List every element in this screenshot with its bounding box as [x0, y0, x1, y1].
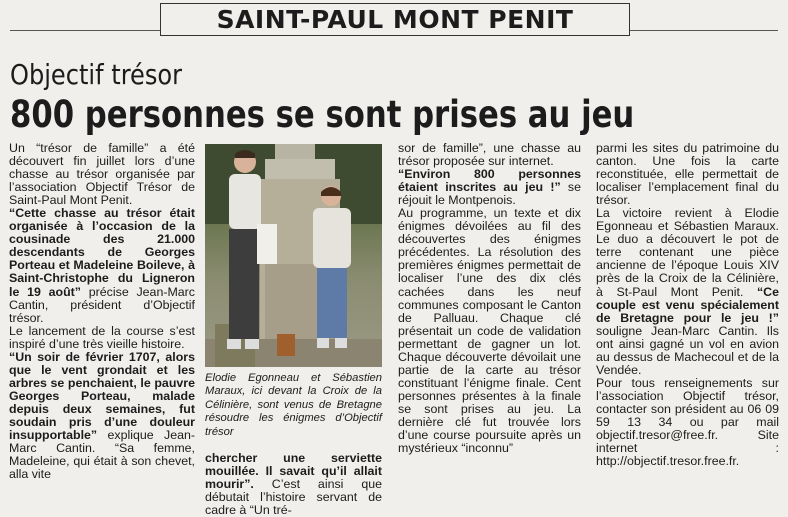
- paragraph: Un “trésor de famille” a été découvert fin juillet lors d’une chasse au trésor organisée par l’association Objectif Trésor de Saint-Paul Mont Penit.: [9, 141, 195, 208]
- article-headline: 800 personnes se sont prises au jeu: [10, 93, 635, 136]
- section-banner: [160, 3, 630, 36]
- quote: chercher une serviette mouillée. Il savait qu’il allait mourir”.: [205, 451, 382, 492]
- section-title: SAINT-PAUL MONT PENIT: [216, 5, 574, 34]
- article-column-2: [205, 451, 382, 517]
- paragraph: Pour tous renseignements sur l’association Objectif trésor, contacter son président au 06 09 59 13 34 ou par mail objectif.tresor@free.fr. Site internet : http://objectif.tresor.free.fr.: [596, 375, 779, 469]
- paragraph: La victoire revient à Elodie Egonneau et Sébastien Maraux. Le duo a découvert le pot de terre contenant une pièce ancienne de l’époque Louis XIV près de la Croix de la Célinière, à St-Paul Mont Penit. “Ce couple est venu spécialement de Bretagne pour le jeu !” souligne Jean-Marc Cantin. Ils ont ainsi gagné un vol en avion au dessus de Machecoul et de la Vendée.: [596, 206, 779, 377]
- photo-caption: Elodie Egonneau et Sébastien Maraux, ici devant la Croix de la Célinière, sont venus de Bretagne résoudre les énigmes d’Objectif trésor: [205, 372, 382, 438]
- quote: “Environ 800 personnes étaient inscrites au jeu !”: [398, 167, 581, 195]
- article-column-3: [398, 142, 581, 508]
- quote: “Cette chasse au trésor était organisée à l’occasion de la cousinade des 21.000 descendants de Georges Porteau et Madeleine Boileve, à Saint-Christophe du Ligneron le 19 août”: [9, 206, 195, 299]
- paragraph: sor de famille”, une chasse au trésor proposée sur internet.: [398, 141, 581, 169]
- paragraph: Au programme, un texte et dix énigmes dévoilées au fil des découvertes des énigmes précédentes. La résolution des premières énigmes permettait de localiser l’une des dix clés cachées dans les neuf communes composant le Canton de Palluau. Chaque clé présentait un code de validation permettant de gagner un lot. Chaque découverte dévoilait une partie de la carte au trésor constituant l’énigme finale. Cent personnes présentes à la finale se sont prises au jeu. La dernière clé fut trouvée lors d’une course poursuite après un mystérieux “inconnu”: [398, 206, 581, 456]
- paragraph: Le lancement de la course s’est inspiré d’une très vieille histoire.: [9, 323, 195, 351]
- quote: “Un soir de février 1707, alors que le vent grondait et les arbres se penchaient, le pauvre Georges Porteau, malade depuis deux semaines, fut soudain pris d’une douleur insupportable”: [9, 349, 195, 443]
- paragraph: “Un soir de février 1707, alors que le vent grondait et les arbres se penchaient, le pauvre Georges Porteau, malade depuis deux semaines, fut soudain pris d’une douleur insupportable” explique Jean-Marc Cantin. “Sa femme, Madeleine, qui était à son chevet, alla vite: [9, 349, 195, 482]
- article-photo: [205, 144, 382, 367]
- quote: “Ce couple est venu spécialement de Bretagne pour le jeu !”: [596, 284, 779, 325]
- paragraph: chercher une serviette mouillée. Il savait qu’il allait mourir”. C’est ainsi que débutait l’histoire servant de cadre à “Un tré-: [205, 451, 382, 517]
- article-column-1: [9, 142, 195, 508]
- article-column-4: [596, 142, 779, 508]
- paragraph: “Cette chasse au trésor était organisée à l’occasion de la cousinade des 21.000 descendants de Georges Porteau et Madeleine Boileve, à Saint-Christophe du Ligneron le 19 août” précise Jean-Marc Cantin, président d’Objectif trésor.: [9, 206, 195, 325]
- paragraph: “Environ 800 personnes étaient inscrites au jeu !” se réjouit le Montpenois.: [398, 167, 582, 208]
- photo-illustration: [205, 144, 382, 367]
- paragraph: parmi les sites du patrimoine du canton. Une fois la carte reconstituée, elle permettait de localiser l’emplacement final du trésor.: [596, 141, 779, 208]
- article-kicker: Objectif trésor: [10, 58, 183, 91]
